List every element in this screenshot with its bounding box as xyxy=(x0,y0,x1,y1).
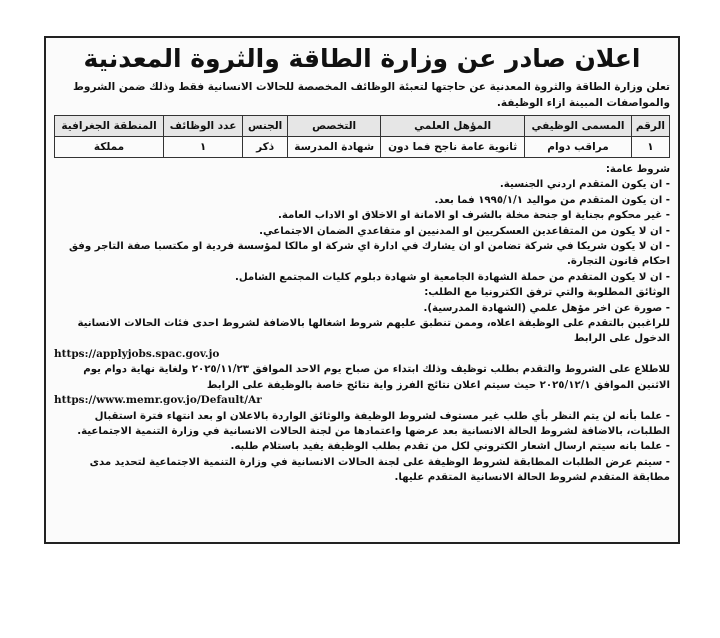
header-number: الرقم xyxy=(631,116,669,137)
document-item: - صورة عن اخر مؤهل علمي (الشهادة المدرسية). xyxy=(423,302,670,314)
header-specialization: التخصص xyxy=(288,116,381,137)
header-region: المنطقة الجغرافية xyxy=(55,116,164,137)
cell-qualification: ثانوية عامة ناجح فما دون xyxy=(381,137,525,158)
apply-link[interactable]: https://applyjobs.spac.gov.jo xyxy=(54,347,220,360)
header-gender: الجنس xyxy=(243,116,288,137)
documents-title: الوثائق المطلوبة والتي ترفق الكترونيا مع الطلب: xyxy=(424,287,670,299)
cell-region: مملكة xyxy=(55,137,164,158)
cell-gender: ذكر xyxy=(243,137,288,158)
results-link[interactable]: https://www.memr.gov.jo/Default/Ar xyxy=(54,394,262,407)
header-vacancies: عدد الوظائف xyxy=(164,116,243,137)
note-item: - علما بأنه لن يتم النظر بأي طلب غير مستوف لشروط الوظيفة والوثائق الواردة بالاعلان او بعد انتهاء فترة استقبال الطلبات، بالاضافة لشروط الحالة الانسانية بعد عرضها واعتمادها من لجنة الحالات الانسانية في وزارة التنمية الاجتماعية. xyxy=(77,410,670,437)
cell-job-title: مراقب دوام xyxy=(525,137,632,158)
condition-item: - ان يكون المتقدم اردني الجنسية. xyxy=(499,179,670,191)
condition-item: - ان لا يكون المتقدم من حملة الشهادة الجامعية او شهادة دبلوم كليات المجتمع الشامل. xyxy=(234,271,670,283)
cell-specialization: شهادة المدرسة xyxy=(288,137,381,158)
condition-item: - ان لا يكون شريكا في شركة تضامن او ان يشارك في ادارة اي شركة او مالكا لمؤسسة فردية او مكتسبا صفة التاجر وفق احكام قانون التجارة. xyxy=(69,241,670,268)
condition-item: - غير محكوم بجناية او جنحة مخلة بالشرف او الامانة او الاخلاق او الاداب العامة. xyxy=(278,210,670,222)
table-header-row xyxy=(55,116,670,137)
announcement-box xyxy=(44,36,680,544)
note-item: - علما بانه سيتم ارسال اشعار الكتروني لكل من تقدم بطلب الوظيفة يفيد باستلام طلبه. xyxy=(230,441,670,453)
announcement-title: اعلان صادر عن وزارة الطاقة والثروة المعدنية xyxy=(83,44,641,73)
intro-paragraph: تعلن وزارة الطاقة والثروة المعدنية عن حاجتها لتعبئة الوظائف المخصصة للحالات الانسانية فقط وذلك ضمن الشروط والمواصفات المبينة ازاء الوظيفة. xyxy=(73,81,670,109)
header-qualification: المؤهل العلمي xyxy=(381,116,525,137)
table-row xyxy=(55,137,670,158)
conditions-title: شروط عامة: xyxy=(605,164,670,175)
jobs-table xyxy=(54,115,670,158)
header-job-title: المسمى الوظيفي xyxy=(525,116,632,137)
period-paragraph: للاطلاع على الشروط والتقدم بطلب توظيف وذلك ابتداء من صباح يوم الاحد الموافق ٢٠٢٥/١١/٢٣ ولغاية نهاية دوام يوم الاثنين الموافق ٢٠٢٥/١٢/١ حيث سيتم اعلان نتائج الفرز واية نتائج خاصة بالوظيفة على الرابط xyxy=(83,364,670,391)
apply-paragraph: للراغبين بالتقدم على الوظيفة اعلاه، وممن تنطبق عليهم شروط اشغالها بالاضافة لشروط احدى فئات الحالات الانسانية الدخول على الرابط xyxy=(77,318,670,345)
cell-vacancies: ١ xyxy=(164,137,243,158)
note-item: - سيتم عرض الطلبات المطابقة لشروط الوظيفة على لجنة الحالات الانسانية في وزارة التنمية الاجتماعية لتحديد مدى مطابقة المتقدم لشروط الحالة الانسانية المتقدم عليها. xyxy=(89,456,670,484)
condition-item: - ان لا يكون من المتقاعدين العسكريين او المدنيين او متقاعدي الضمان الاجتماعي. xyxy=(259,225,670,237)
cell-number: ١ xyxy=(631,137,669,158)
announcement-body xyxy=(54,162,670,486)
condition-item: - ان يكون المتقدم من مواليد ١٩٩٥/١/١ فما بعد. xyxy=(434,194,670,206)
